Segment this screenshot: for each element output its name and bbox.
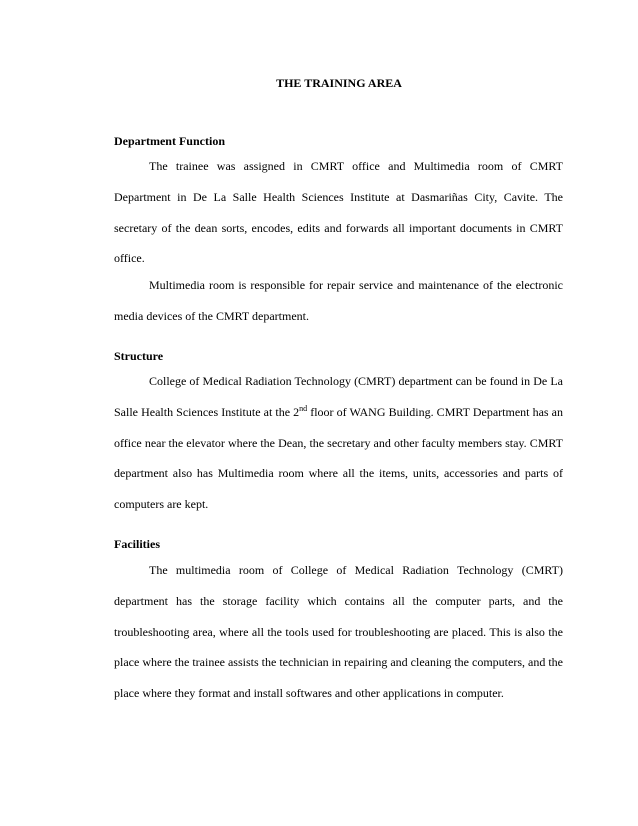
paragraph-department-function-2: Multimedia room is responsible for repair service and maintenance of the electronic media devices of the CMRT department. [114,278,563,323]
section-heading-structure: Structure [114,349,164,363]
section-heading-department-function: Department Function [114,134,225,148]
paragraph-structure-text-b: floor of WANG Building. CMRT Department has an office near the elevator where the Dean, the secretary and other faculty members stay. CMRT department also has Multimedia room where all the items, units, accessories and parts of computers are kept. [114,404,563,512]
paragraph-structure-text-a: College of Medical Radiation Technology (CMRT) department can be found in De La Salle Health Sciences Institute at the 2 [114,374,563,419]
ordinal-suffix: nd [299,403,308,413]
paragraph-facilities-1: The multimedia room of College of Medical Radiation Technology (CMRT) department has the storage facility which contains all the computer parts, and the troubleshooting area, where all the tools used for troubleshooting are placed. This is also the place where the trainee assists the technician in repairing and cleaning the computers, and the place where they format and install softwares and other applications in computer. [114,563,563,701]
paragraph-department-function-1: The trainee was assigned in CMRT office and Multimedia room of CMRT Department in De La Salle Health Sciences Institute at Dasmariñas City, Cavite. The secretary of the dean sorts, encodes, edits and forwards all important documents in CMRT office. [114,159,563,266]
page-title: THE TRAINING AREA [276,76,402,90]
paragraph-structure-1 [114,366,563,520]
section-heading-facilities: Facilities [114,537,160,551]
